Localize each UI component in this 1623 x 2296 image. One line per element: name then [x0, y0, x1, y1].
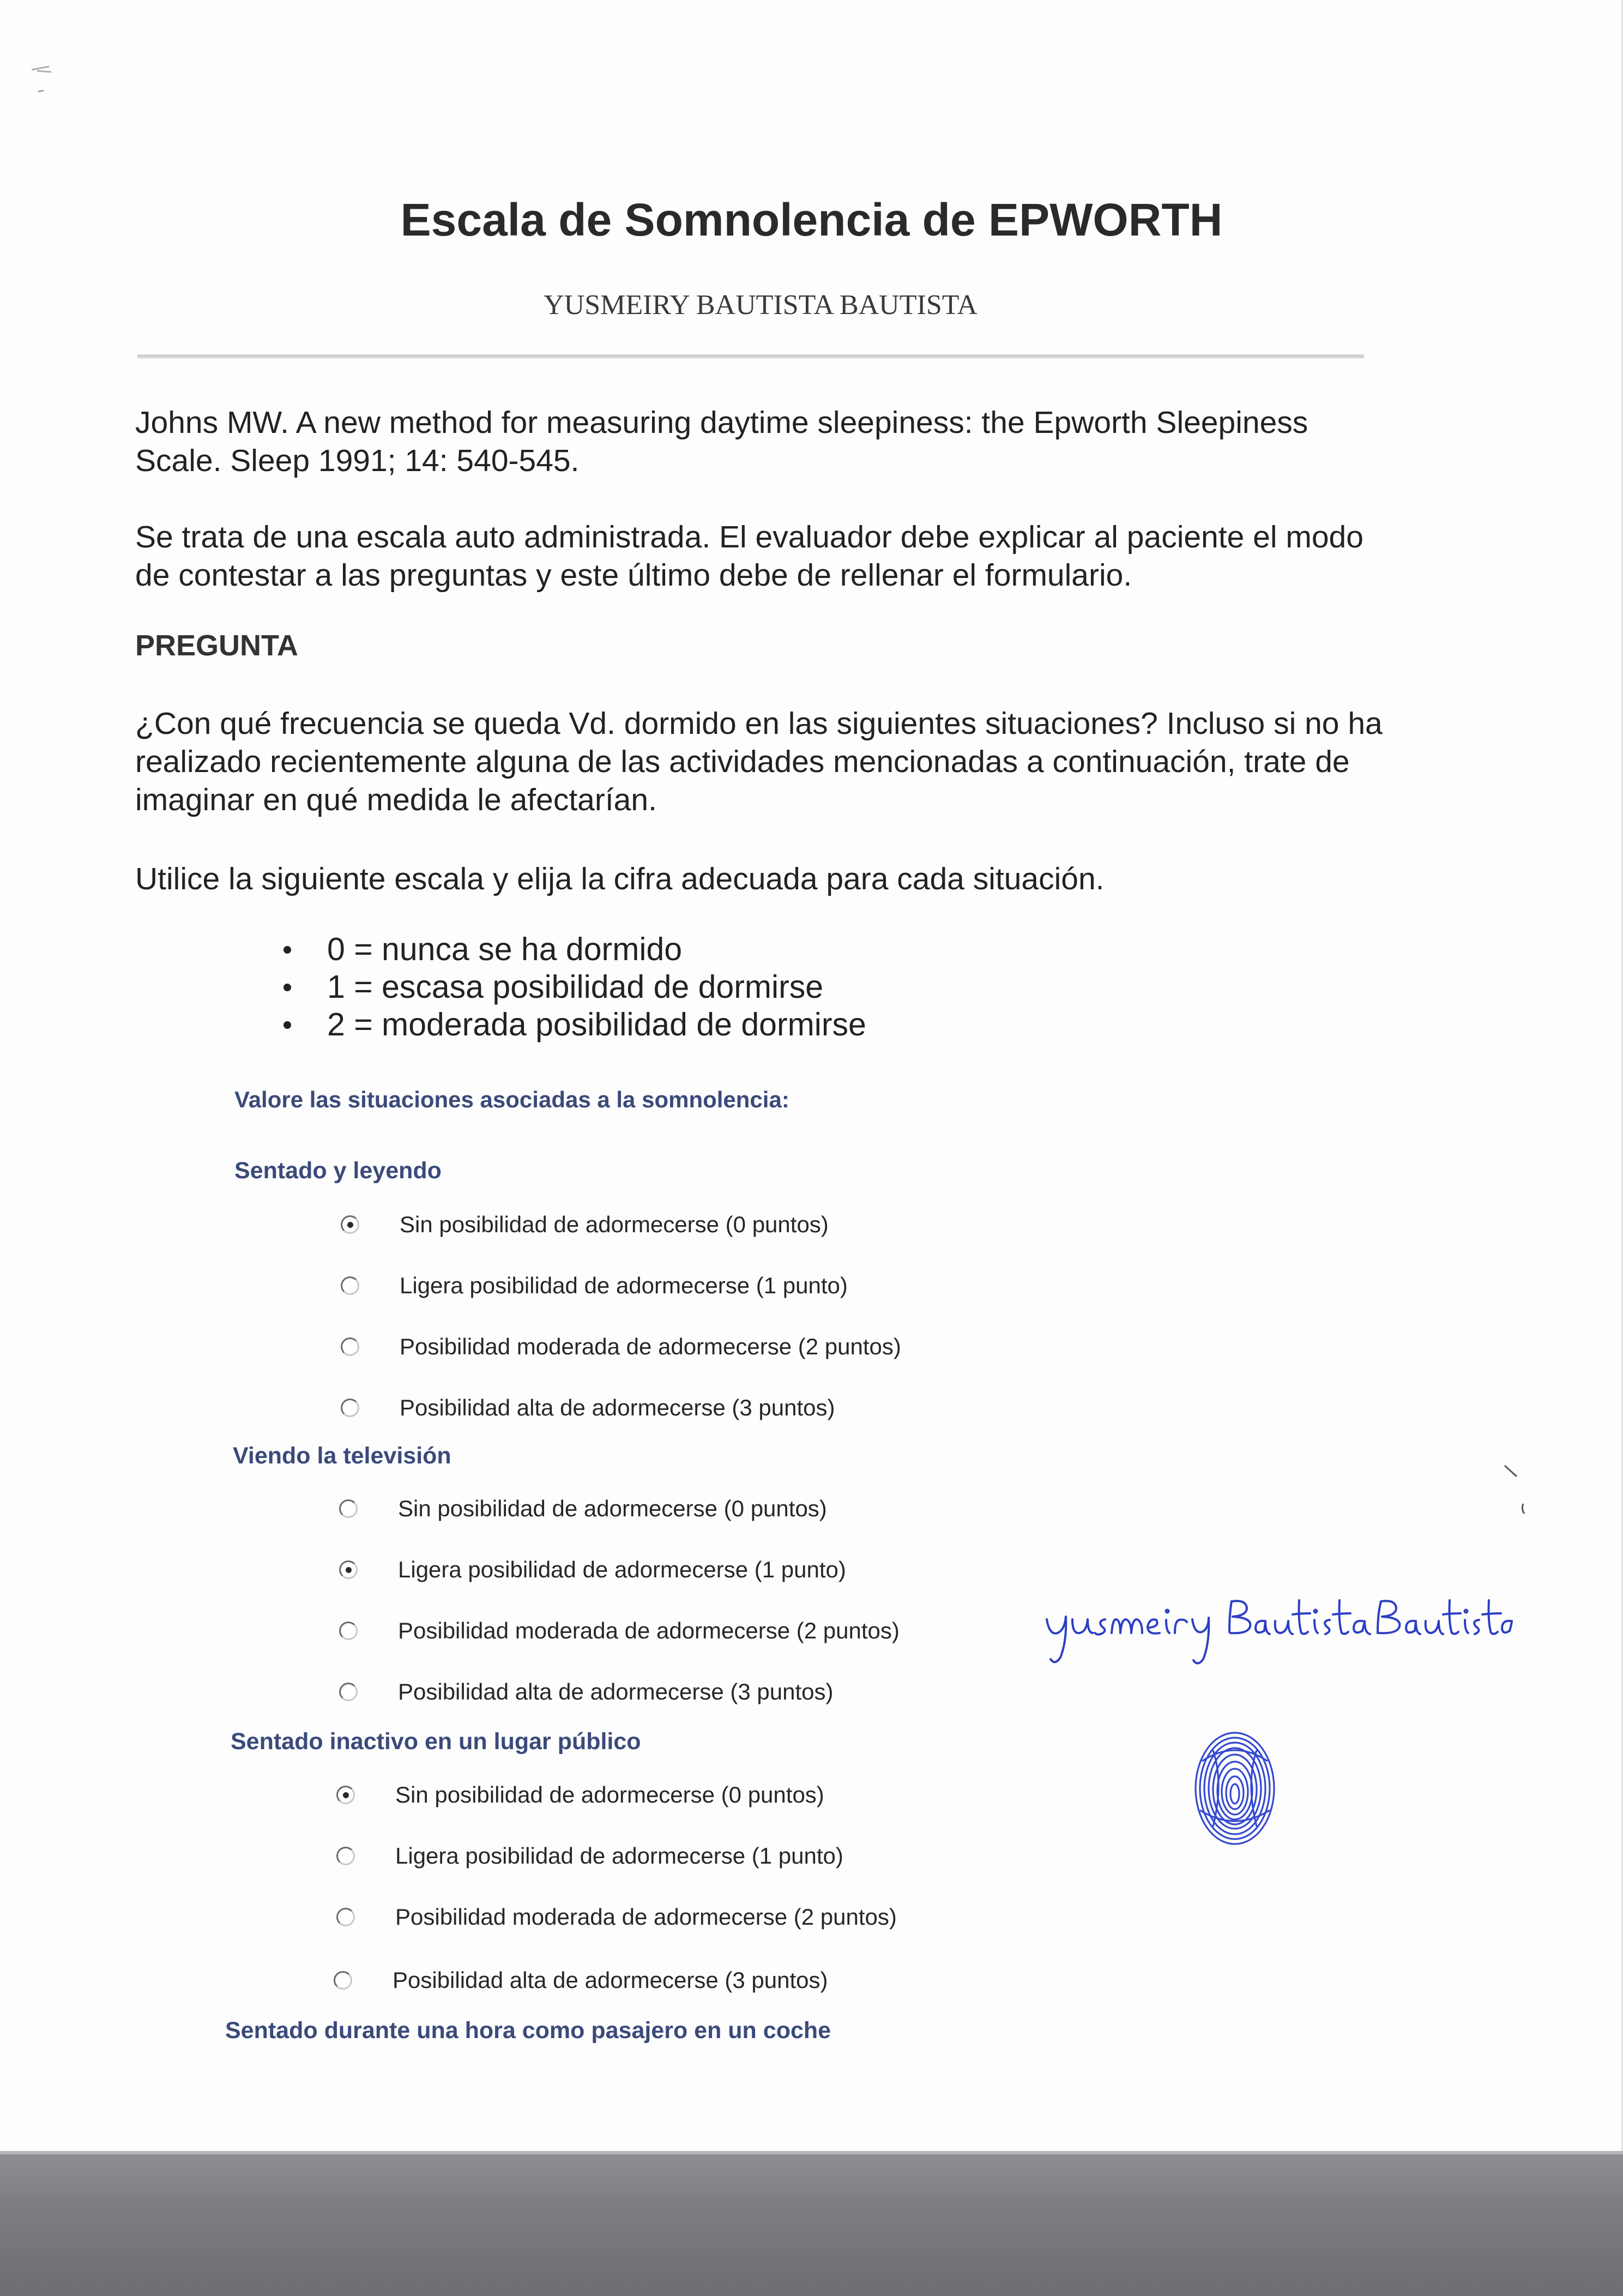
- bullet-icon: [283, 984, 291, 991]
- radio-button[interactable]: [339, 1560, 358, 1579]
- fingerprint-mark: [1191, 1728, 1278, 1848]
- option-label: Ligera posibilidad de adormecerse (1 punto): [395, 1843, 843, 1869]
- scale-item: [283, 1006, 866, 1044]
- option-publico-0[interactable]: [336, 1779, 824, 1811]
- option-label: Sin posibilidad de adormecerse (0 puntos): [398, 1496, 827, 1521]
- document-title: Escala de Somnolencia de EPWORTH: [400, 194, 1223, 245]
- scanner-background: [0, 2151, 1623, 2296]
- scale-item: [283, 968, 866, 1006]
- section-title-lugar-publico: Sentado inactivo en un lugar público: [231, 1728, 641, 1755]
- radio-button[interactable]: [339, 1683, 358, 1701]
- option-leyendo-0[interactable]: [341, 1208, 829, 1241]
- option-label: Posibilidad moderada de adormecerse (2 puntos): [398, 1618, 900, 1643]
- scan-speck: [27, 55, 60, 104]
- option-label: Sin posibilidad de adormecerse (0 puntos): [395, 1782, 824, 1807]
- handwritten-signature: [1039, 1589, 1513, 1671]
- scale-item-text: 0 = nunca se ha dormido: [327, 931, 683, 967]
- radio-button[interactable]: [341, 1215, 359, 1234]
- title-divider: [137, 354, 1364, 359]
- form-prompt: Valore las situaciones asociadas a la somnolencia:: [234, 1087, 789, 1112]
- bullet-icon: [283, 946, 291, 954]
- option-television-3[interactable]: [339, 1676, 833, 1708]
- option-label: Sin posibilidad de adormecerse (0 puntos): [400, 1212, 829, 1237]
- section-title-sentado-leyendo: Sentado y leyendo: [234, 1158, 442, 1184]
- option-publico-2[interactable]: [336, 1901, 897, 1933]
- radio-button[interactable]: [339, 1622, 358, 1640]
- radio-button[interactable]: [341, 1337, 359, 1356]
- option-label: Ligera posibilidad de adormecerse (1 punto): [400, 1273, 848, 1298]
- section-title-viendo-television: Viendo la televisión: [233, 1443, 451, 1469]
- option-leyendo-3[interactable]: [341, 1391, 835, 1424]
- option-television-0[interactable]: [339, 1492, 827, 1525]
- option-publico-3[interactable]: [334, 1964, 828, 1997]
- patient-name: YUSMEIRY BAUTISTA BAUTISTA: [544, 290, 978, 321]
- radio-button[interactable]: [336, 1847, 355, 1865]
- bullet-icon: [283, 1021, 291, 1029]
- question-heading: PREGUNTA: [135, 629, 299, 662]
- option-leyendo-2[interactable]: [341, 1330, 901, 1363]
- question-text: ¿Con qué frecuencia se queda Vd. dormido en las siguientes situaciones? Incluso si no ha realizado recientemente alguna de las actividades mencionadas a continuación, trate de imaginar en qué medida le afectarían.: [135, 706, 1383, 817]
- option-label: Posibilidad alta de adormecerse (3 puntos): [393, 1967, 828, 1993]
- reference-text: Johns MW. A new method for measuring daytime sleepiness: the Epworth Sleepiness Scale. Sleep 1991; 14: 540-545.: [135, 405, 1308, 478]
- radio-button[interactable]: [336, 1786, 355, 1804]
- instructions-text: Se trata de una escala auto administrada. El evaluador debe explicar al paciente el modo de contestar a las preguntas y este último debe de rellenar el formulario.: [135, 520, 1363, 593]
- radio-button[interactable]: [334, 1971, 352, 1990]
- scale-list: [283, 931, 866, 1044]
- radio-button[interactable]: [341, 1399, 359, 1417]
- option-label: Posibilidad moderada de adormecerse (2 puntos): [395, 1904, 897, 1930]
- option-label: Posibilidad alta de adormecerse (3 puntos): [398, 1679, 834, 1704]
- radio-button[interactable]: [336, 1908, 355, 1926]
- option-label: Posibilidad alta de adormecerse (3 puntos): [400, 1395, 835, 1420]
- scale-item-text: 2 = moderada posibilidad de dormirse: [327, 1007, 866, 1042]
- option-television-1[interactable]: [339, 1553, 846, 1586]
- option-label: Posibilidad moderada de adormecerse (2 puntos): [400, 1334, 901, 1359]
- option-publico-1[interactable]: [336, 1840, 843, 1872]
- section-title-pasajero-coche: Sentado durante una hora como pasajero en un coche: [225, 2017, 831, 2044]
- scale-intro-text: Utilice la siguiente escala y elija la cifra adecuada para cada situación.: [135, 861, 1105, 896]
- option-label: Ligera posibilidad de adormecerse (1 punto): [398, 1557, 846, 1582]
- scale-item-text: 1 = escasa posibilidad de dormirse: [327, 969, 824, 1005]
- radio-button[interactable]: [339, 1499, 358, 1518]
- option-television-2[interactable]: [339, 1614, 900, 1647]
- scale-item: [283, 931, 866, 968]
- scan-speck: [1499, 1461, 1532, 1527]
- radio-button[interactable]: [341, 1276, 359, 1295]
- option-leyendo-1[interactable]: [341, 1269, 848, 1302]
